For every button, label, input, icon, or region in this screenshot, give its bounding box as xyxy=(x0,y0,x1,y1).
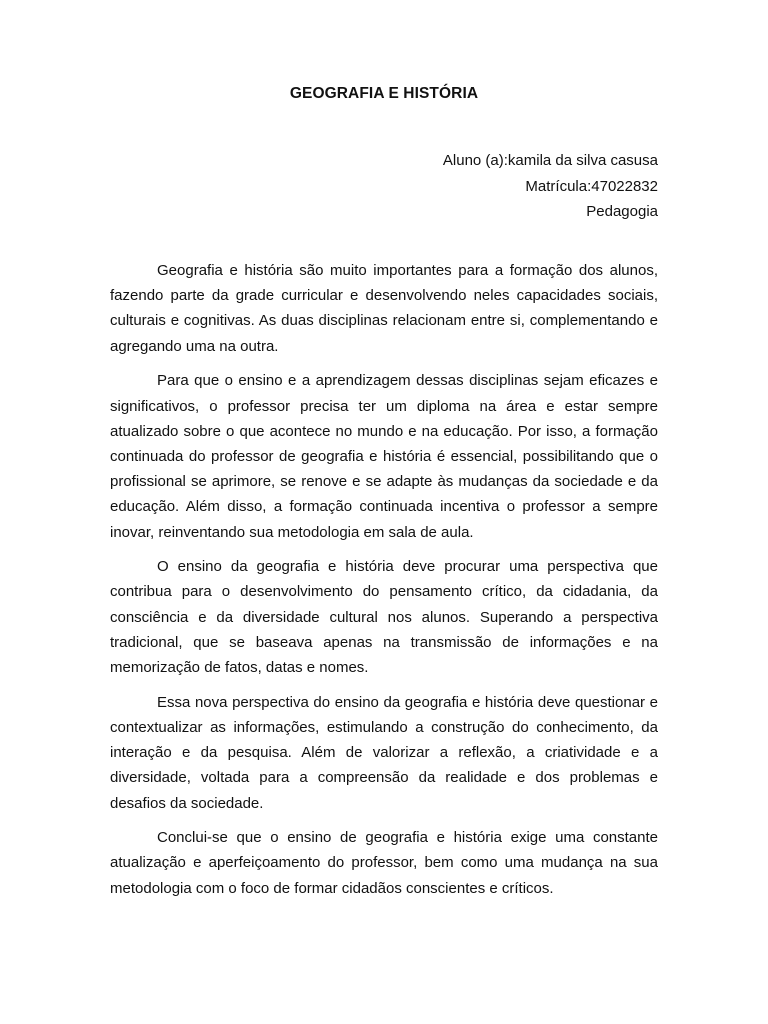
paragraph-2: Para que o ensino e a aprendizagem dessas disciplinas sejam eficazes e significativos, o professor precisa ter um diploma na área e estar sempre atualizado sobre o que acontece no mundo e na educação. Por isso, a formação continuada do professor de geografia e história é essencial, possibilitando que o profissional se aprimore, se renove e se adapte às mudanças da sociedade e da educação. Além disso, a formação continuada incentiva o professor a sempre inovar, reinventando sua metodologia em sala de aula. xyxy=(110,372,658,541)
paragraph-4: Essa nova perspectiva do ensino da geografia e história deve questionar e contextualizar as informações, estimulando a construção do conhecimento, da interação e da pesquisa. Além de valorizar a reflexão, a criatividade e a diversidade, voltada para a compreensão da realidade e dos problemas e desafios da sociedade. xyxy=(110,693,658,812)
document-body xyxy=(110,258,658,910)
document-title: GEOGRAFIA E HISTÓRIA xyxy=(289,85,479,102)
paragraph-5: Conclui-se que o ensino de geografia e história exige uma constante atualização e aperfeiçoamento do professor, bem como uma mudança na sua metodologia com o foco de formar cidadãos conscientes e críticos. xyxy=(110,829,658,897)
paragraph-1: Geografia e história são muito importantes para a formação dos alunos, fazendo parte da grade curricular e desenvolvendo neles capacidades sociais, culturais e cognitivas. As duas disciplinas relacionam entre si, complementando e agregando uma na outra. xyxy=(110,262,658,355)
paragraph-3: O ensino da geografia e história deve procurar uma perspectiva que contribua para o desenvolvimento do pensamento crítico, da cidadania, da consciência e da diversidade cultural nos alunos. Superando a perspectiva tradicional, que se baseava apenas na transmissão de informações e na memorização de fatos, datas e nomes. xyxy=(110,558,658,677)
course-name: Pedagogia xyxy=(586,203,658,220)
student-info xyxy=(443,148,658,225)
student-name: Aluno (a):kamila da silva casusa xyxy=(442,152,658,169)
registration-number: Matrícula:47022832 xyxy=(525,177,658,195)
